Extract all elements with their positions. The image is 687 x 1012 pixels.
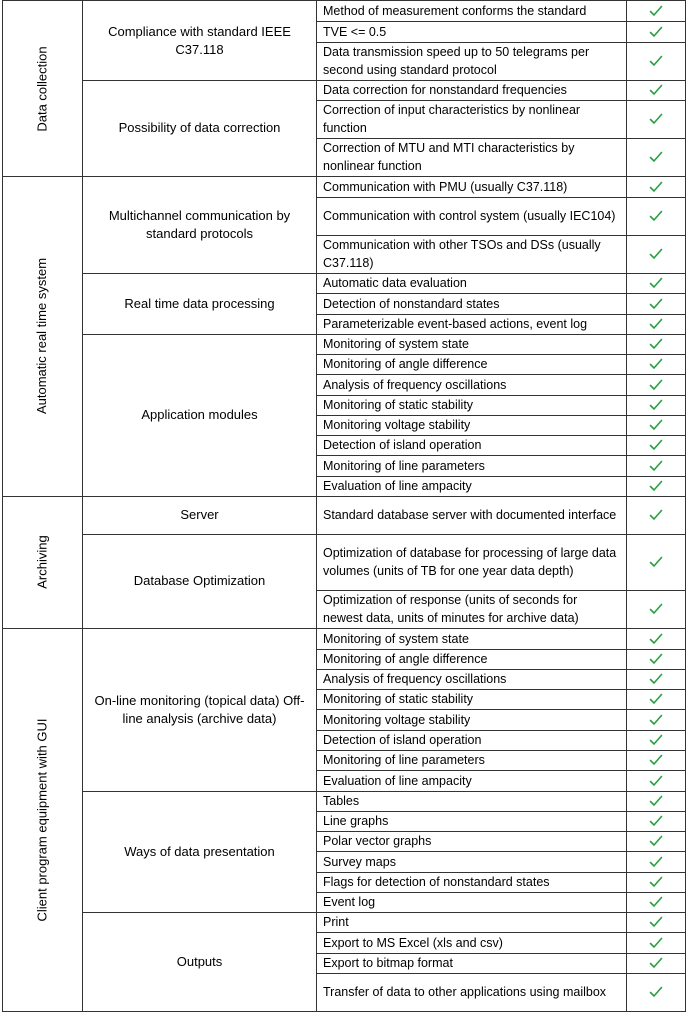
feature-text: Flags for detection of nonstandard states: [323, 875, 550, 889]
group-label: [83, 496, 316, 534]
feature-cell: [317, 932, 626, 953]
feature-cell: [317, 831, 626, 851]
feature-cell: [317, 374, 626, 395]
checkmark-icon: [649, 556, 663, 568]
checkmark-icon: [649, 399, 663, 411]
feature-cell: [317, 235, 626, 273]
check-cell: [627, 100, 685, 138]
checkmark-icon: [649, 338, 663, 350]
feature-cell: [317, 811, 626, 831]
check-cell: [627, 395, 685, 415]
feature-cell: [317, 750, 626, 770]
category-label: [3, 628, 82, 1011]
check-cell: [627, 791, 685, 811]
feature-cell: [317, 770, 626, 791]
check-cell: [627, 435, 685, 455]
feature-cell: [317, 590, 626, 628]
checkmark-icon: [649, 957, 663, 969]
checkmark-icon: [649, 210, 663, 222]
group-label-text: Outputs: [176, 953, 223, 969]
checkmark-icon: [649, 318, 663, 330]
check-cell: [627, 872, 685, 892]
checkmark-icon: [649, 5, 663, 17]
feature-text: Optimization of response (units of seconds for newest data, units of minutes for archive data): [323, 593, 579, 625]
feature-cell: [317, 669, 626, 689]
check-cell: [627, 831, 685, 851]
check-cell: [627, 235, 685, 273]
checkmark-icon: [649, 509, 663, 521]
check-cell: [627, 273, 685, 293]
feature-cell: [317, 1, 626, 21]
check-cell: [627, 709, 685, 730]
check-cell: [627, 770, 685, 791]
feature-text: Monitoring of static stability: [323, 398, 474, 412]
group-label: [83, 912, 316, 1011]
feature-cell: [317, 197, 626, 235]
check-cell: [627, 197, 685, 235]
feature-cell: [317, 100, 626, 138]
check-cell: [627, 649, 685, 669]
check-cell: [627, 80, 685, 100]
check-cell: [627, 953, 685, 973]
check-cell: [627, 534, 685, 590]
feature-cell: [317, 953, 626, 973]
feature-cell: [317, 314, 626, 334]
checkmark-icon: [649, 775, 663, 787]
feature-cell: [317, 435, 626, 455]
feature-text: Data transmission speed up to 50 telegrams per second using standard protocol: [323, 45, 590, 77]
group-label-text: Multichannel communication by standard protocols: [108, 207, 291, 241]
column-divider: [2, 0, 3, 1012]
feature-cell: [317, 334, 626, 354]
check-cell: [627, 455, 685, 476]
check-cell: [627, 750, 685, 770]
feature-text: Transfer of data to other applications using mailbox: [323, 985, 607, 999]
check-cell: [627, 973, 685, 1011]
check-cell: [627, 21, 685, 42]
category-label: [3, 1, 82, 176]
feature-text: Monitoring of static stability: [323, 692, 474, 706]
column-divider: [82, 0, 83, 1012]
check-cell: [627, 293, 685, 314]
checkmark-icon: [649, 151, 663, 163]
feature-cell: [317, 455, 626, 476]
feature-text: Communication with PMU (usually C37.118): [323, 179, 568, 194]
feature-text: Monitoring of angle difference: [323, 652, 488, 666]
feature-text: TVE <= 0.5: [323, 24, 387, 39]
check-cell: [627, 476, 685, 496]
feature-cell: [317, 628, 626, 649]
feature-text: Evaluation of line ampacity: [323, 479, 472, 493]
category-label: [3, 176, 82, 496]
check-cell: [627, 314, 685, 334]
group-label-text: Possibility of data correction: [118, 120, 281, 135]
feature-text: Data correction for nonstandard frequencies: [323, 83, 567, 97]
group-label: [83, 80, 316, 176]
feature-text: Tables: [323, 794, 360, 808]
feature-cell: [317, 415, 626, 435]
feature-cell: [317, 80, 626, 100]
checkmark-icon: [649, 815, 663, 827]
check-cell: [627, 138, 685, 176]
checkmark-icon: [649, 113, 663, 125]
feature-text: Monitoring of system state: [323, 337, 469, 351]
feature-cell: [317, 689, 626, 709]
group-label-text: On-line monitoring (topical data) Off-line analysis (archive data): [94, 692, 305, 726]
feature-text: Monitoring of line parameters: [323, 753, 485, 767]
group-label-text: Database Optimization: [133, 573, 266, 588]
feature-text: Standard database server with documented interface: [323, 508, 617, 522]
category-label-text: Client program equipment with GUI: [34, 717, 50, 922]
group-label-text: Application modules: [141, 407, 258, 422]
feature-cell: [317, 395, 626, 415]
feature-text: Detection of island operation: [323, 733, 482, 747]
group-label: [83, 176, 316, 273]
check-cell: [627, 1, 685, 21]
feature-cell: [317, 273, 626, 293]
feature-cell: [317, 872, 626, 892]
checkmark-icon: [649, 480, 663, 492]
feature-text: Survey maps: [323, 854, 396, 869]
check-cell: [627, 851, 685, 872]
feature-cell: [317, 476, 626, 496]
feature-text: Print: [323, 915, 349, 929]
check-cell: [627, 892, 685, 912]
checkmark-icon: [649, 916, 663, 928]
checkmark-icon: [649, 653, 663, 665]
checkmark-icon: [649, 835, 663, 847]
feature-cell: [317, 534, 626, 590]
column-divider: [685, 0, 686, 1012]
feature-text: Optimization of database for processing of large data volumes (units of TB for one year data depth): [323, 546, 617, 578]
feature-cell: [317, 791, 626, 811]
checkmark-icon: [649, 84, 663, 96]
feature-cell: [317, 42, 626, 80]
group-label-text: Real time data processing: [124, 295, 275, 311]
checkmark-icon: [649, 298, 663, 310]
feature-cell: [317, 176, 626, 197]
check-cell: [627, 176, 685, 197]
column-divider: [316, 0, 317, 1012]
group-label-text: Server: [180, 507, 219, 522]
feature-text: Correction of input characteristics by nonlinear function: [323, 103, 581, 135]
feature-text: Monitoring of system state: [323, 631, 469, 646]
check-cell: [627, 354, 685, 374]
check-cell: [627, 912, 685, 932]
category-label-text: Archiving: [34, 535, 50, 589]
checkmark-icon: [649, 795, 663, 807]
column-divider: [626, 0, 627, 1012]
group-label: [83, 1, 316, 80]
check-cell: [627, 811, 685, 831]
checkmark-icon: [649, 358, 663, 370]
feature-cell: [317, 496, 626, 534]
checkmark-icon: [649, 673, 663, 685]
checkmark-icon: [649, 379, 663, 391]
feature-cell: [317, 649, 626, 669]
feature-text: Automatic data evaluation: [323, 276, 467, 290]
checkmark-icon: [649, 181, 663, 193]
group-label-text: Compliance with standard IEEE C37.118: [108, 23, 291, 57]
feature-text: Evaluation of line ampacity: [323, 773, 472, 788]
checkmark-icon: [649, 693, 663, 705]
feature-text: Export to bitmap format: [323, 956, 453, 970]
row-divider: [2, 0, 686, 1]
checkmark-icon: [649, 896, 663, 908]
group-label: [83, 334, 316, 496]
feature-cell: [317, 851, 626, 872]
feature-text: Event log: [323, 895, 376, 909]
check-cell: [627, 628, 685, 649]
feature-text: Analysis of frequency oscillations: [323, 377, 507, 392]
feature-cell: [317, 912, 626, 932]
feature-cell: [317, 709, 626, 730]
feature-text: Method of measurement conforms the standard: [323, 4, 587, 18]
feature-text: Correction of MTU and MTI characteristics by nonlinear function: [323, 141, 575, 173]
feature-text: Parameterizable event-based actions, event log: [323, 317, 588, 331]
checkmark-icon: [649, 734, 663, 746]
checkmark-icon: [649, 419, 663, 431]
feature-text: Detection of island operation: [323, 438, 482, 452]
feature-cell: [317, 892, 626, 912]
checkmark-icon: [649, 937, 663, 949]
feature-text: Export to MS Excel (xls and csv): [323, 935, 503, 950]
checkmark-icon: [649, 986, 663, 998]
feature-text: Detection of nonstandard states: [323, 296, 500, 311]
feature-cell: [317, 138, 626, 176]
feature-cell: [317, 293, 626, 314]
check-cell: [627, 496, 685, 534]
feature-cell: [317, 730, 626, 750]
feature-cell: [317, 21, 626, 42]
checkmark-icon: [649, 603, 663, 615]
checkmark-icon: [649, 277, 663, 289]
feature-text: Monitoring voltage stability: [323, 418, 471, 432]
group-label-text: Ways of data presentation: [124, 843, 275, 859]
checkmark-icon: [649, 714, 663, 726]
check-cell: [627, 374, 685, 395]
feature-text: Polar vector graphs: [323, 834, 432, 848]
checkmark-icon: [649, 248, 663, 260]
feature-text: Line graphs: [323, 814, 389, 828]
feature-text: Monitoring of line parameters: [323, 458, 485, 473]
group-label: [83, 791, 316, 912]
feature-text: Monitoring of angle difference: [323, 357, 488, 371]
category-label: [3, 496, 82, 628]
checkmark-icon: [649, 876, 663, 888]
group-label: [83, 628, 316, 791]
check-cell: [627, 932, 685, 953]
check-cell: [627, 730, 685, 750]
checkmark-icon: [649, 26, 663, 38]
checkmark-icon: [649, 55, 663, 67]
feature-cell: [317, 354, 626, 374]
feature-text: Communication with control system (usually IEC104): [323, 209, 616, 223]
feature-text: Monitoring voltage stability: [323, 712, 471, 727]
checkmark-icon: [649, 856, 663, 868]
check-cell: [627, 42, 685, 80]
check-cell: [627, 669, 685, 689]
checkmark-icon: [649, 439, 663, 451]
category-label-text: Data collection: [34, 45, 50, 132]
group-label: [83, 273, 316, 334]
category-label-text: Automatic real time system: [34, 257, 50, 415]
feature-cell: [317, 973, 626, 1011]
feature-text: Communication with other TSOs and DSs (usually C37.118): [323, 238, 601, 270]
check-cell: [627, 415, 685, 435]
check-cell: [627, 334, 685, 354]
checkmark-icon: [649, 633, 663, 645]
checkmark-icon: [649, 460, 663, 472]
check-cell: [627, 689, 685, 709]
group-label: [83, 534, 316, 628]
feature-text: Analysis of frequency oscillations: [323, 672, 507, 686]
check-cell: [627, 590, 685, 628]
checkmark-icon: [649, 754, 663, 766]
